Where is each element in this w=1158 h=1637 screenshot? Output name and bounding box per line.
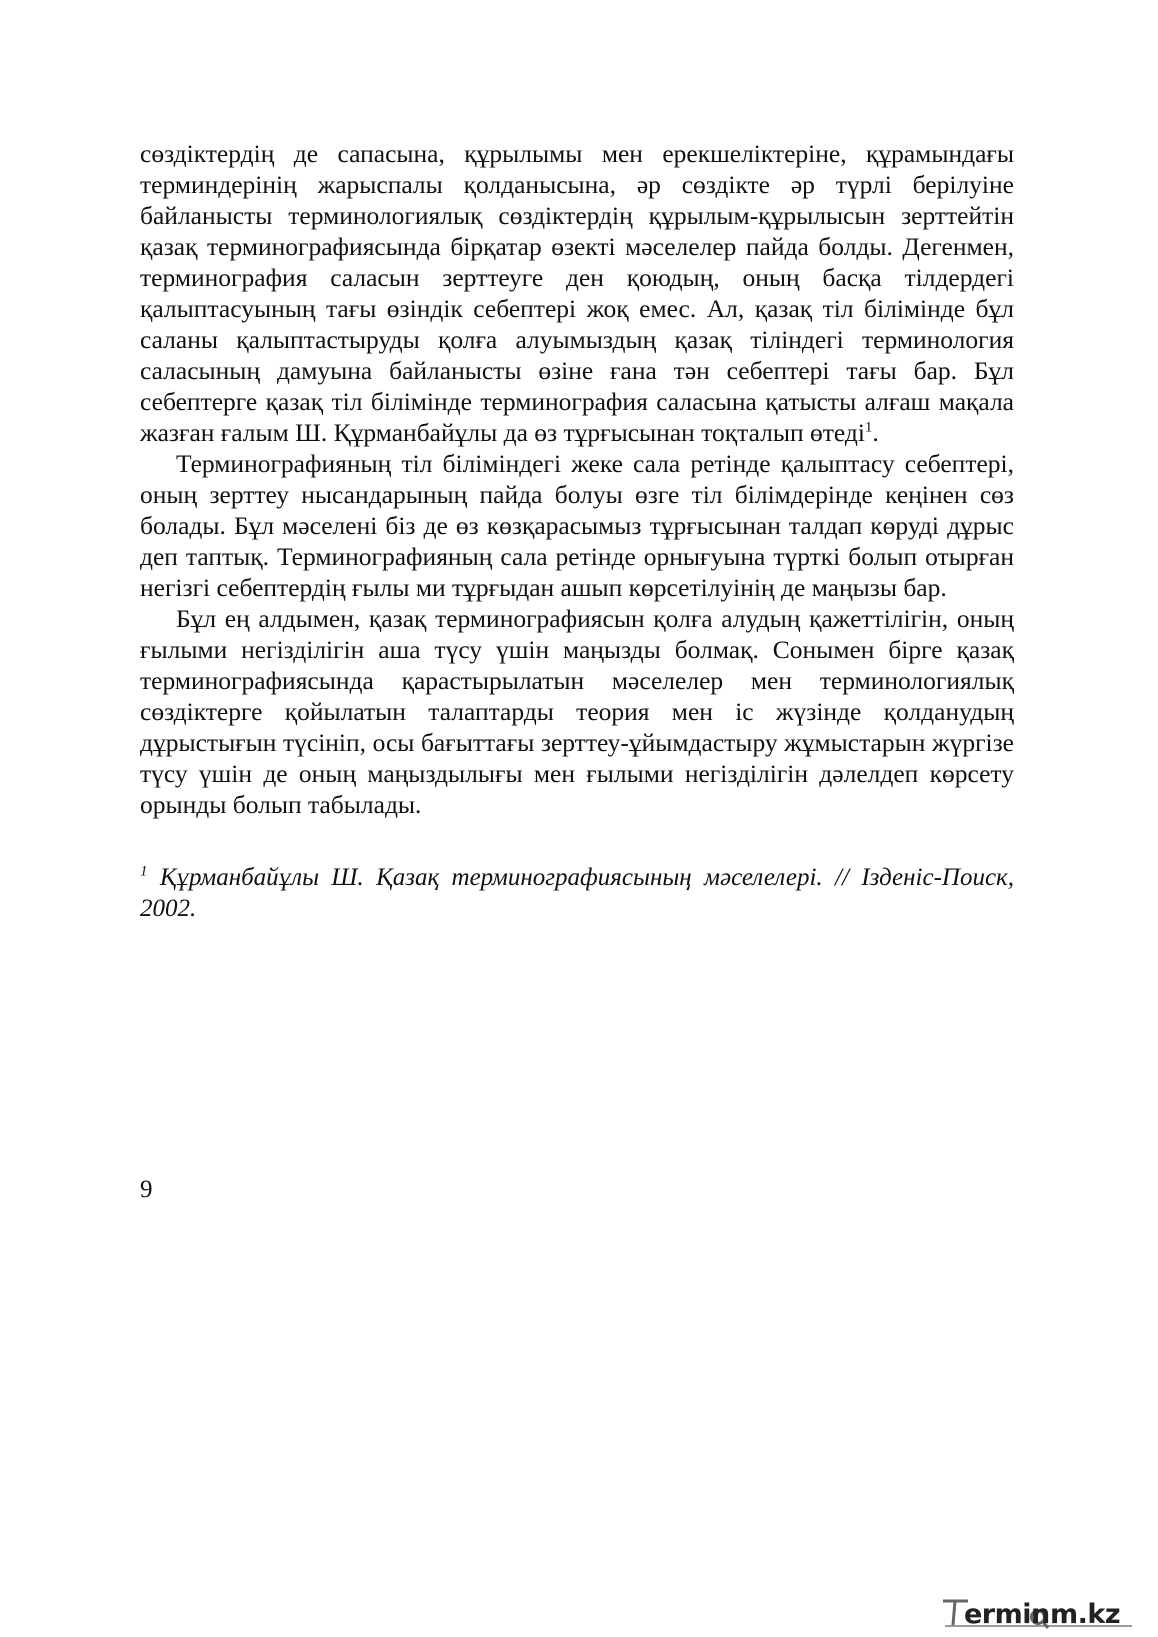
- paragraph-1-end: .: [872, 418, 879, 447]
- paragraph-3: Бұл ең алдымен, қазақ терминографиясын қолға алудың қажеттілігін, оның ғылыми негізділігін аша түсу үшін маңызды болмақ. Сонымен бірге қазақ терминографиясында қарастырылатын мәселелер мен терминологиялық сөздіктерге қойылатын талаптарды теория мен іс жүзінде қолданудың дұрыстығын түсініп, осы бағыттағы зерттеу-ұйымдастыру жұмыстарын жүргізе түсу үшін де оның маңыздылығы мен ғылыми негізділігін дәлелдеп көрсету орынды болып табылады.: [140, 604, 1014, 819]
- termincom-logo: [940, 1592, 1136, 1632]
- paragraph-1: [140, 138, 1014, 448]
- paragraph-2: Терминографияның тіл біліміндегі жеке сала ретінде қалыптасу себептері, оның зерттеу нысандарының пайда болуы өзге тіл білімдерінде кеңінен сөз болады. Бұл мәселені біз де өз көзқарасымыз тұрғысынан талдап көруді дұрыс деп таптық. Терминографияның сала ретінде орнығуына түрткі болып отырған негізгі себептердің ғылы ми тұрғыдан ашып көрсетілуінің де маңызы бар.: [140, 449, 1014, 602]
- page-body: [140, 138, 1014, 924]
- footnote-reference[interactable]: 1: [864, 419, 873, 436]
- paragraph-1-text: сөздіктердің де сапасына, құрылымы мен ерекшеліктеріне, құрамындағы терминдерінің жарыспалы қолданысына, әр сөздікте әр түрлі берілуіне байланысты терминологиялық сөздіктердің құрылым-құрылысын зерттейтін қазақ терминографиясында бірқатар өзекті мәселелер пайда болды. Дегенмен, терминография саласын зерттеуге ден қоюдың, оның басқа тілдердегі қалыптасуының тағы өзіндік себептері жоқ емес. Ал, қазақ тіл білімінде бұл саланы қалыптастыруды қолға алуымыздың қазақ тіліндегі терминология саласының дамуына байланысты өзіне ғана тән себептері тағы бар. Бұл себептерге қазақ тіл білімінде терминография саласына қатысты алғаш мақала жазған ғалым Ш. Құрманбайұлы да өз тұрғысынан тоқталып өтеді: [140, 139, 1014, 447]
- svg-text:ermin: ermin: [964, 1599, 1050, 1630]
- site-watermark: [940, 1592, 1136, 1632]
- footnote: [140, 862, 1014, 924]
- page-number: 9: [140, 1176, 153, 1203]
- svg-text:m.kz: m.kz: [1050, 1599, 1121, 1630]
- footnote-text: Құрманбайұлы Ш. Қазақ терминографиясының мәселелері. // Ізденіс-Поиск, 2002.: [140, 864, 1014, 922]
- footnote-marker: 1: [140, 863, 148, 880]
